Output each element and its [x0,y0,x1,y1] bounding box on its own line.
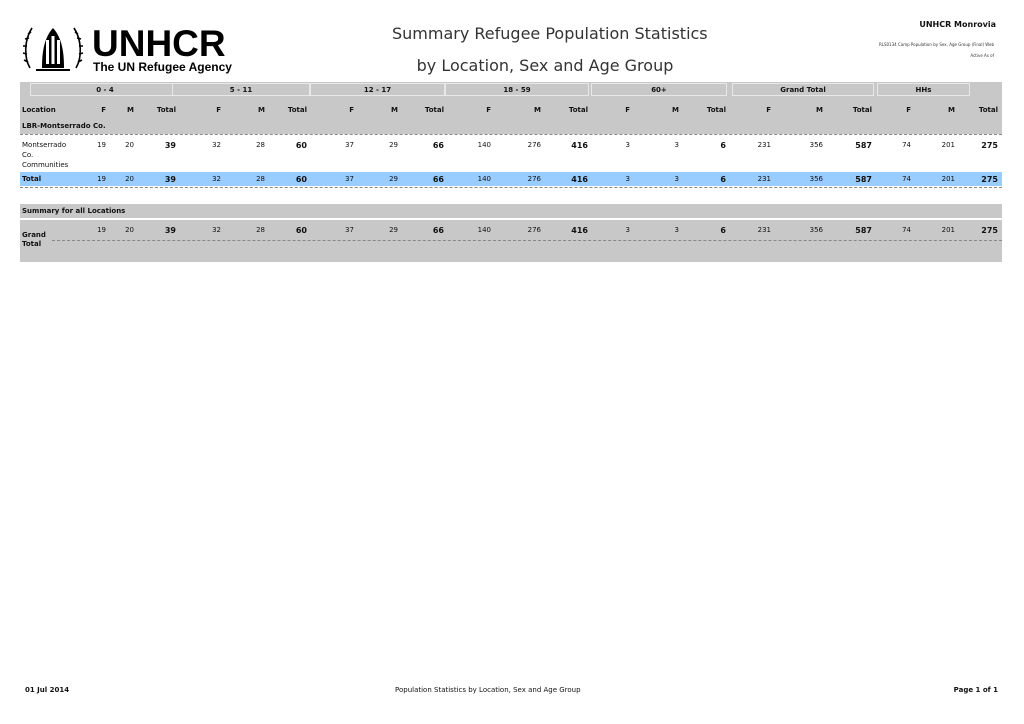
column-header-f: F [906,106,911,114]
age-group-header-row [20,82,1002,98]
column-header-m: M [948,106,955,114]
location-value-cell: 356 [809,141,823,149]
location-value-cell: 20 [125,141,134,149]
column-header-f: F [349,106,354,114]
column-header-f: F [625,106,630,114]
grand-total-value-cell: 20 [125,226,134,234]
grand-total-value-cell: 32 [212,226,221,234]
grand-total-value-cell: 3 [625,226,630,234]
column-header-total: Total [568,106,588,114]
column-header-m: M [258,106,265,114]
logo-wordmark: UNHCR [92,23,226,64]
total-value-cell: 587 [855,175,872,184]
total-value-cell: 3 [625,175,630,183]
location-value-cell: 140 [477,141,491,149]
age-group-header: 60+ [591,83,727,96]
grand-total-value-cell: 587 [855,226,872,235]
location-value-cell: 3 [674,141,679,149]
age-group-header: HHs [877,83,970,96]
grand-total-label-line: Grand [22,231,46,239]
grand-total-value-cell: 140 [477,226,491,234]
age-group-header: Grand Total [732,83,874,96]
logo-tagline: The UN Refugee Agency [93,60,232,74]
age-group-header: 18 - 59 [445,83,589,96]
column-header-f: F [766,106,771,114]
location-value-cell: 416 [571,141,588,150]
total-value-cell: 416 [571,175,588,184]
location-value-cell: 60 [295,141,307,150]
total-value-cell: 20 [125,175,134,183]
grand-total-value-cell: 276 [527,226,541,234]
total-value-cell: 3 [674,175,679,183]
total-value-cell: 37 [345,175,354,183]
location-value-cell: 3 [625,141,630,149]
location-value-cell: 201 [941,141,955,149]
total-value-cell: 140 [477,175,491,183]
column-header-total: Total [706,106,726,114]
grand-total-value-cell: 6 [720,226,726,235]
grand-total-value-cell: 37 [345,226,354,234]
location-value-cell: 19 [97,141,106,149]
age-group-header: 12 - 17 [310,83,445,96]
location-value-cell: 29 [389,141,398,149]
grand-total-value-cell: 3 [674,226,679,234]
region-label: LBR-Montserrado Co. [22,122,106,130]
column-header-m: M [534,106,541,114]
report-id: RLS0134 Camp Population by Sex, Age Group (Final) Web [878,42,994,47]
location-value-cell: 66 [432,141,444,150]
total-value-cell: 28 [256,175,265,183]
location-value-cell: 74 [902,141,911,149]
grand-total-value-cell: 74 [902,226,911,234]
location-name-line: Co. [22,151,34,159]
unhcr-emblem-icon [22,22,84,74]
column-header-m: M [391,106,398,114]
column-header-m: M [672,106,679,114]
footer-page: Page 1 of 1 [953,686,998,694]
grand-total-value-cell: 29 [389,226,398,234]
column-header-total: Total [852,106,872,114]
total-value-cell: 60 [295,175,307,184]
location-value-cell: 276 [527,141,541,149]
footer-date: 01 Jul 2014 [25,686,70,694]
total-value-cell: 275 [981,175,998,184]
total-value-cell: 6 [720,175,726,184]
grand-total-label-line: Total [22,240,42,248]
column-header-m: M [127,106,134,114]
total-value-cell: 201 [941,175,955,183]
summary-label: Summary for all Locations [22,207,126,215]
total-value-cell: 39 [164,175,176,184]
location-value-cell: 6 [720,141,726,150]
row-divider [20,134,1002,135]
location-value-cell: 231 [757,141,771,149]
office-name: UNHCR Monrovia [919,20,996,29]
location-name-line: Montserrado [22,141,67,149]
grand-total-value-cell: 416 [571,226,588,235]
grand-total-value-cell: 275 [981,226,998,235]
row-divider [52,240,1002,241]
grand-total-value-cell: 66 [432,226,444,235]
grand-total-value-cell: 60 [295,226,307,235]
reference-date: Active As of [970,53,994,58]
footer-title: Population Statistics by Location, Sex and Age Group [395,686,581,694]
row-divider [20,187,1002,188]
location-value-cell: 39 [164,141,176,150]
column-header-total: Total [156,106,176,114]
location-column-header: Location [22,106,56,114]
grand-total-value-cell: 201 [941,226,955,234]
total-row-label: Total [22,175,42,183]
total-value-cell: 74 [902,175,911,183]
total-value-cell: 19 [97,175,106,183]
column-header-total: Total [424,106,444,114]
total-value-cell: 231 [757,175,771,183]
column-header-f: F [216,106,221,114]
age-group-header: 5 - 11 [172,83,310,96]
location-value-cell: 28 [256,141,265,149]
grand-total-value-cell: 28 [256,226,265,234]
unhcr-logo [22,22,242,76]
location-value-cell: 587 [855,141,872,150]
column-header-total: Total [287,106,307,114]
total-value-cell: 29 [389,175,398,183]
column-header-m: M [816,106,823,114]
column-header-f: F [101,106,106,114]
column-header-f: F [486,106,491,114]
grand-total-value-cell: 19 [97,226,106,234]
summary-bar [20,204,1002,218]
report-subtitle: by Location, Sex and Age Group [416,56,674,75]
column-header-total: Total [978,106,998,114]
total-value-cell: 276 [527,175,541,183]
column-header-row [20,98,1002,134]
grand-total-value-cell: 356 [809,226,823,234]
total-value-cell: 356 [809,175,823,183]
location-value-cell: 32 [212,141,221,149]
grand-total-value-cell: 39 [164,226,176,235]
total-value-cell: 66 [432,175,444,184]
grand-total-value-cell: 231 [757,226,771,234]
location-value-cell: 37 [345,141,354,149]
age-group-header: 0 - 4 [30,83,180,96]
total-value-cell: 32 [212,175,221,183]
location-value-cell: 275 [981,141,998,150]
report-title: Summary Refugee Population Statistics [392,24,708,43]
location-name-line: Communities [22,161,69,169]
